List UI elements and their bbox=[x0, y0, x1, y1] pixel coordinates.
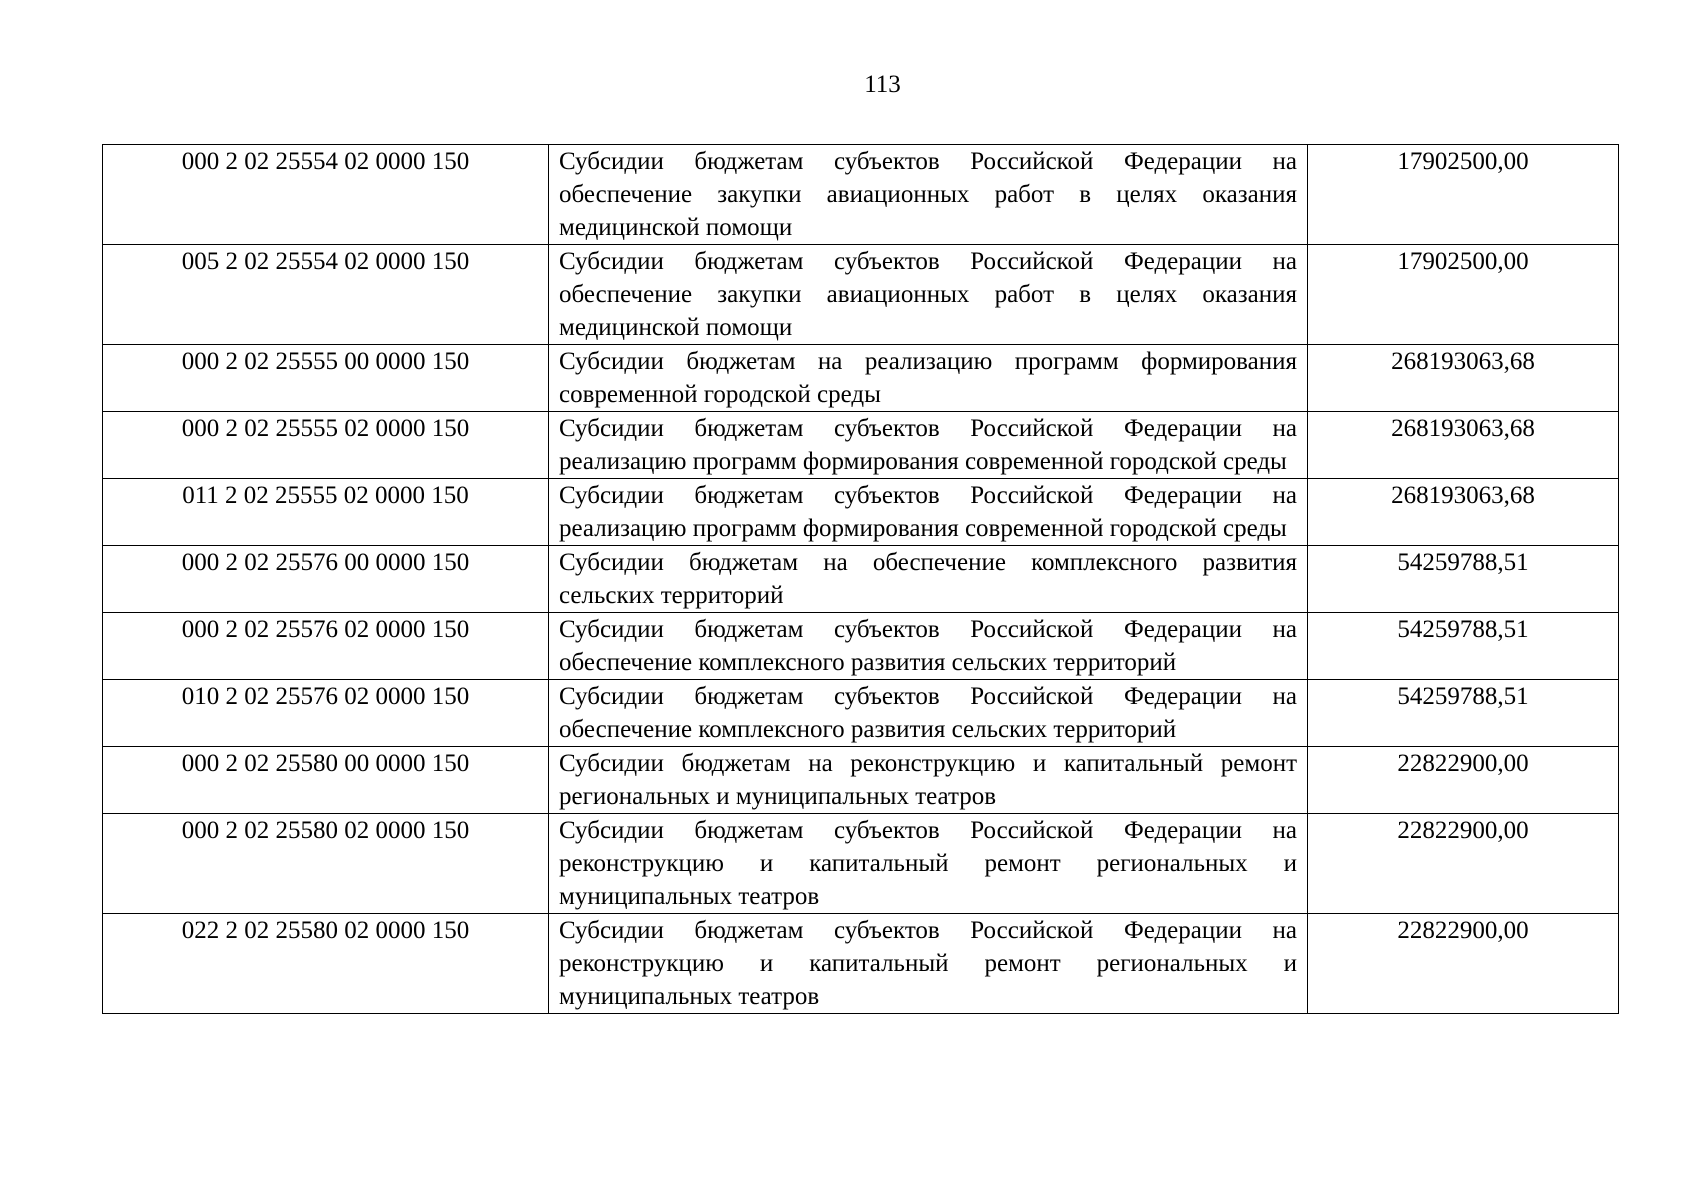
table-row bbox=[103, 245, 1619, 345]
budget-description: Субсидии бюджетам субъектов Российской Федерации на обеспечение комплексного развития сельских территорий bbox=[549, 613, 1308, 680]
budget-code: 000 2 02 25555 02 0000 150 bbox=[103, 412, 549, 479]
budget-description: Субсидии бюджетам субъектов Российской Федерации на реконструкцию и капитальный ремонт региональных и муниципальных театров bbox=[549, 914, 1308, 1014]
budget-amount: 22822900,00 bbox=[1308, 814, 1619, 914]
budget-amount: 22822900,00 bbox=[1308, 914, 1619, 1014]
budget-description: Субсидии бюджетам субъектов Российской Федерации на реализацию программ формирования современной городской среды bbox=[549, 479, 1308, 546]
table-row bbox=[103, 914, 1619, 1014]
budget-code: 000 2 02 25554 02 0000 150 bbox=[103, 145, 549, 245]
budget-description: Субсидии бюджетам субъектов Российской Федерации на обеспечение комплексного развития сельских территорий bbox=[549, 680, 1308, 747]
budget-code: 000 2 02 25576 00 0000 150 bbox=[103, 546, 549, 613]
budget-amount: 54259788,51 bbox=[1308, 613, 1619, 680]
budget-amount: 22822900,00 bbox=[1308, 747, 1619, 814]
table-row bbox=[103, 747, 1619, 814]
budget-code: 005 2 02 25554 02 0000 150 bbox=[103, 245, 549, 345]
table-row bbox=[103, 613, 1619, 680]
budget-amount: 54259788,51 bbox=[1308, 546, 1619, 613]
budget-description: Субсидии бюджетам субъектов Российской Федерации на обеспечение закупки авиационных работ в целях оказания медицинской помощи bbox=[549, 145, 1308, 245]
table-row bbox=[103, 680, 1619, 747]
budget-description: Субсидии бюджетам на реализацию программ формирования современной городской среды bbox=[549, 345, 1308, 412]
table-row bbox=[103, 479, 1619, 546]
budget-amount: 17902500,00 bbox=[1308, 245, 1619, 345]
table-row bbox=[103, 814, 1619, 914]
table-row bbox=[103, 345, 1619, 412]
budget-amount: 268193063,68 bbox=[1308, 479, 1619, 546]
budget-description: Субсидии бюджетам субъектов Российской Федерации на обеспечение закупки авиационных работ в целях оказания медицинской помощи bbox=[549, 245, 1308, 345]
budget-amount: 268193063,68 bbox=[1308, 412, 1619, 479]
budget-amount: 17902500,00 bbox=[1308, 145, 1619, 245]
budget-code: 022 2 02 25580 02 0000 150 bbox=[103, 914, 549, 1014]
budget-code: 000 2 02 25555 00 0000 150 bbox=[103, 345, 549, 412]
budget-amount: 268193063,68 bbox=[1308, 345, 1619, 412]
budget-code: 000 2 02 25576 02 0000 150 bbox=[103, 613, 549, 680]
budget-description: Субсидии бюджетам на обеспечение комплексного развития сельских территорий bbox=[549, 546, 1308, 613]
budget-description: Субсидии бюджетам на реконструкцию и капитальный ремонт региональных и муниципальных театров bbox=[549, 747, 1308, 814]
budget-code: 011 2 02 25555 02 0000 150 bbox=[103, 479, 549, 546]
budget-code: 000 2 02 25580 00 0000 150 bbox=[103, 747, 549, 814]
table-row bbox=[103, 546, 1619, 613]
budget-code: 010 2 02 25576 02 0000 150 bbox=[103, 680, 549, 747]
budget-description: Субсидии бюджетам субъектов Российской Федерации на реконструкцию и капитальный ремонт региональных и муниципальных театров bbox=[549, 814, 1308, 914]
page-number: 113 bbox=[864, 71, 901, 98]
table-row bbox=[103, 145, 1619, 245]
budget-table bbox=[102, 144, 1619, 1014]
budget-description: Субсидии бюджетам субъектов Российской Федерации на реализацию программ формирования современной городской среды bbox=[549, 412, 1308, 479]
budget-code: 000 2 02 25580 02 0000 150 bbox=[103, 814, 549, 914]
table-row bbox=[103, 412, 1619, 479]
budget-amount: 54259788,51 bbox=[1308, 680, 1619, 747]
